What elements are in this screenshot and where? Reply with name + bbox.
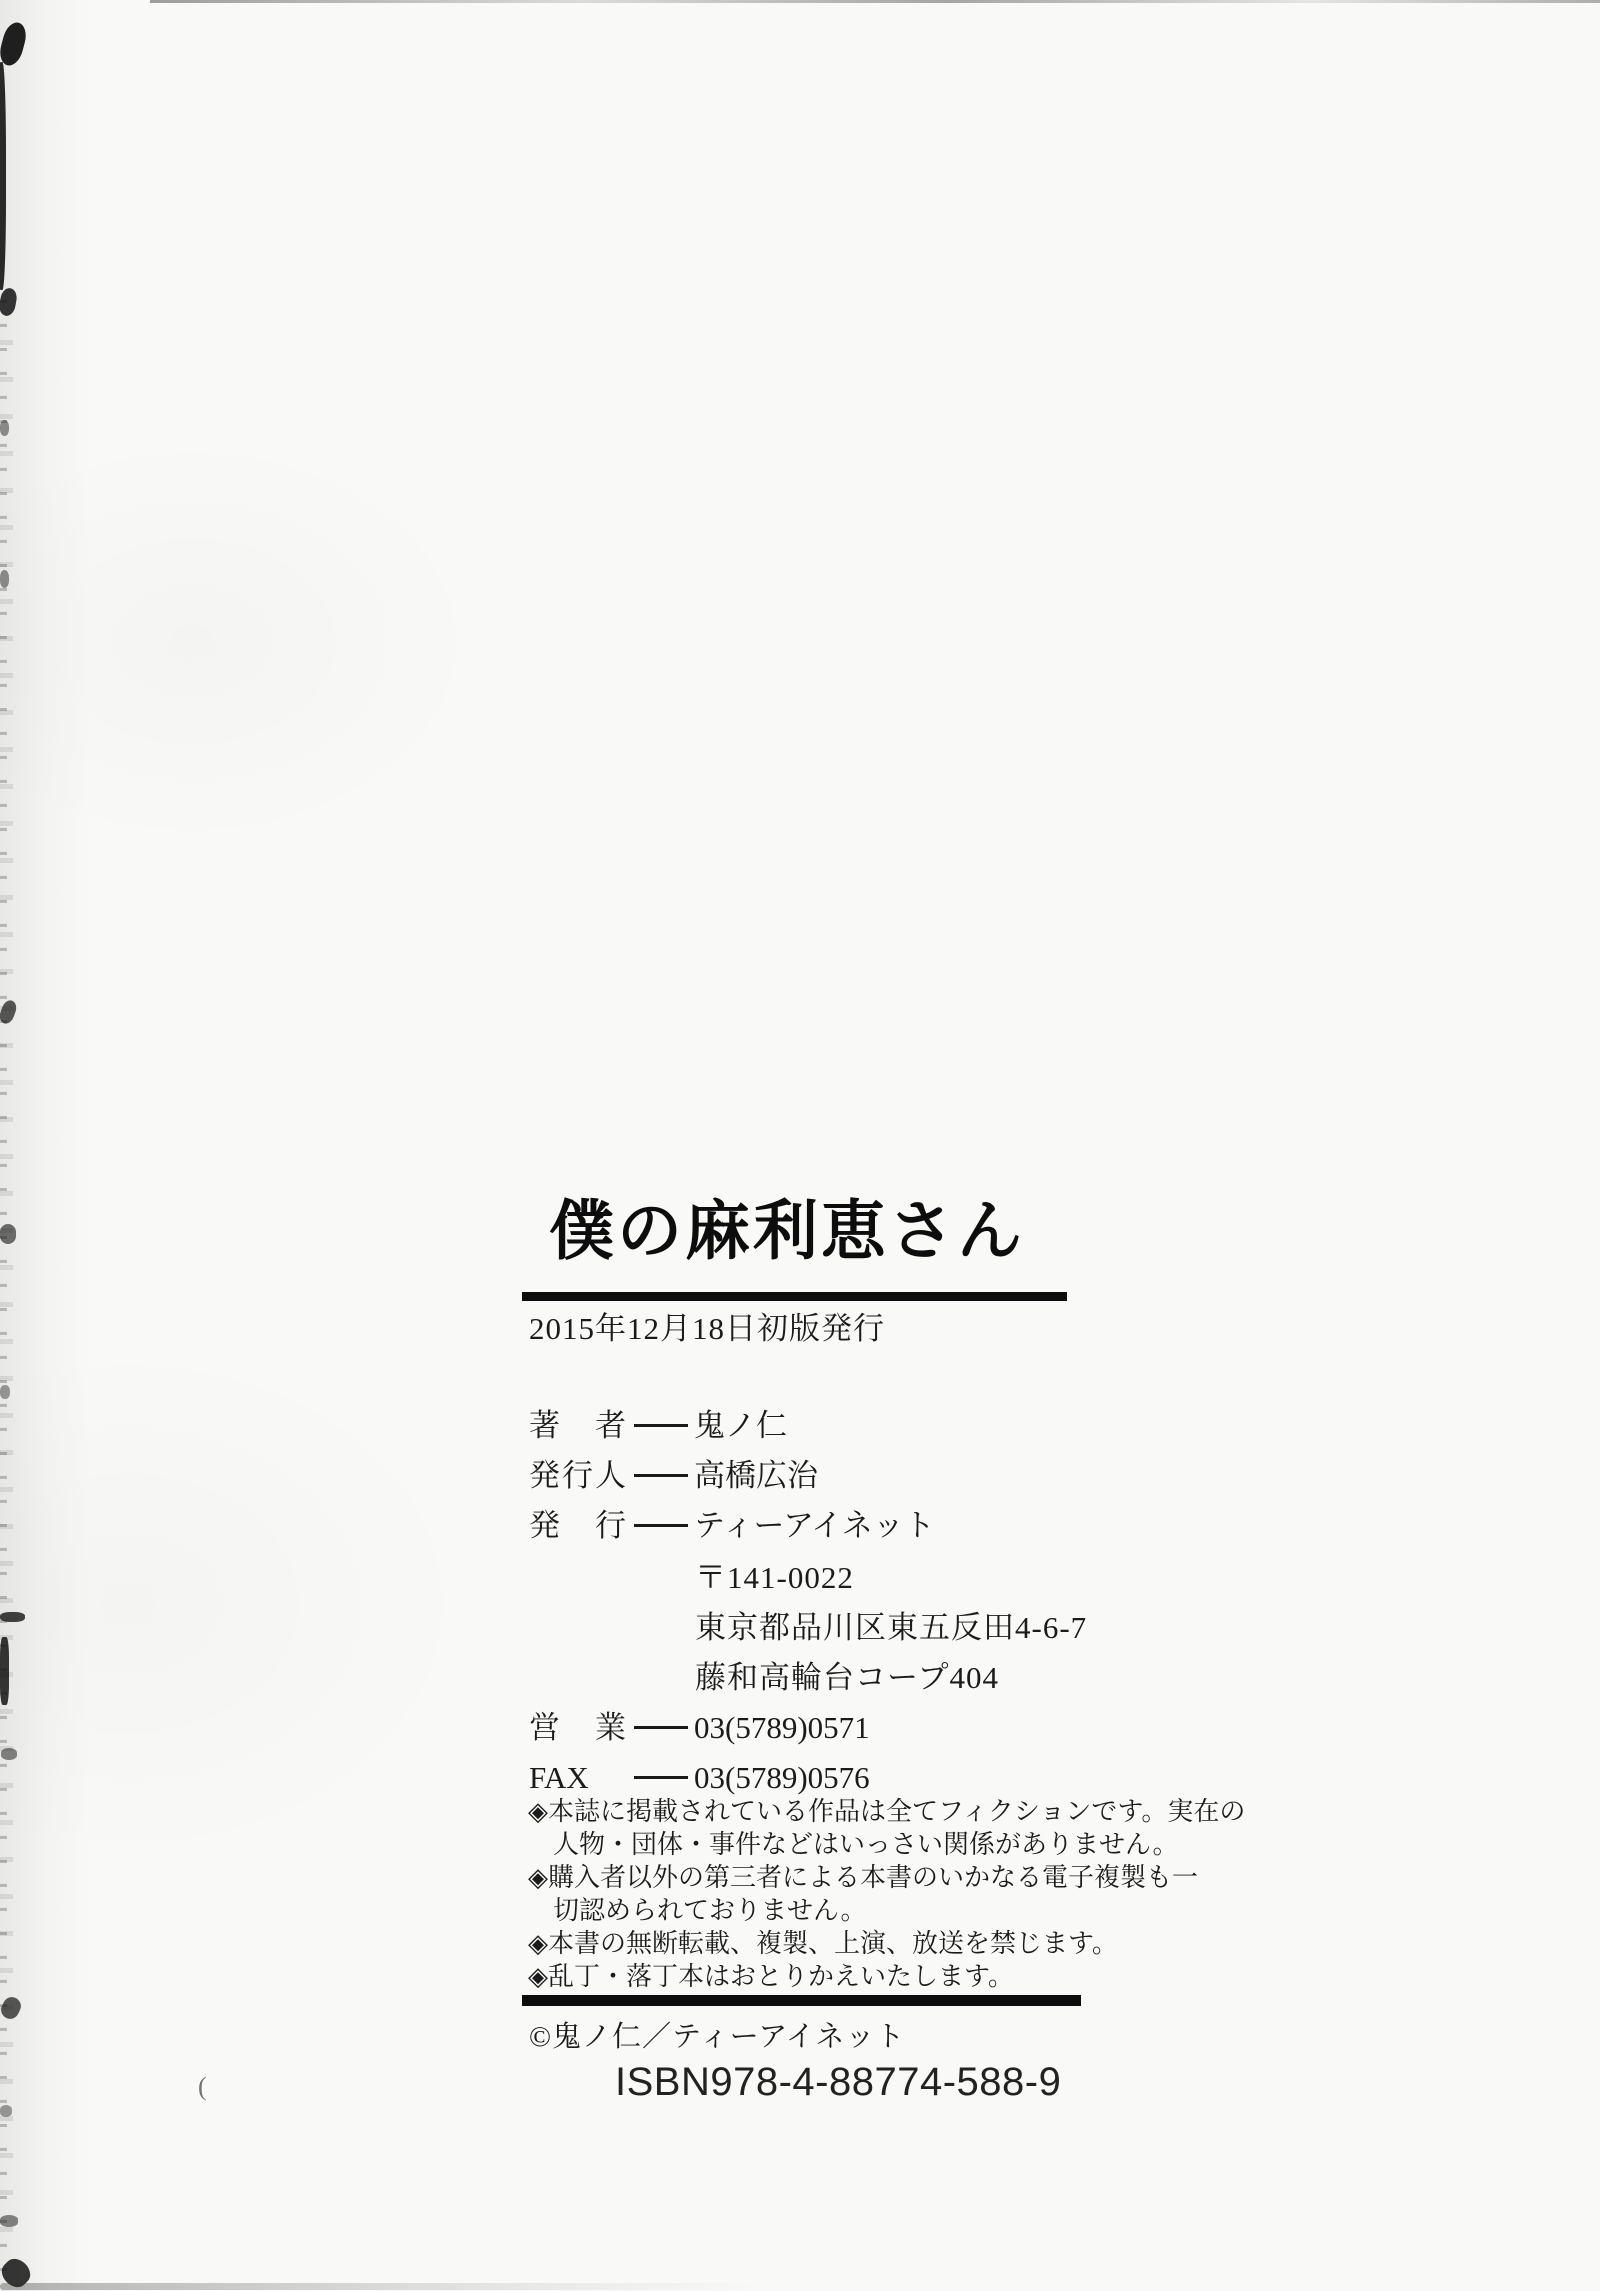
scan-blob — [0, 420, 9, 436]
scan-blob — [0, 570, 9, 588]
credit-value-publisher-person: 高橋広治 — [694, 1458, 818, 1493]
note-fiction-line2: 人物・団体・事件などはいっさい関係がありません。 — [553, 1830, 1179, 1859]
contact-row-fax — [529, 1758, 870, 1798]
scan-blob — [0, 20, 29, 68]
credit-label-publisher: 発行 — [529, 1508, 626, 1543]
em-dash-line — [634, 1524, 688, 1527]
scan-blob — [0, 2215, 18, 2227]
scan-blob — [0, 1385, 10, 1399]
footer-rule — [522, 1995, 1081, 2006]
isbn-number: ISBN978-4-88774-588-9 — [615, 2060, 1062, 2104]
em-dash-line — [634, 1776, 688, 1779]
credit-label-author: 著者 — [529, 1408, 626, 1443]
scan-blob — [0, 2105, 12, 2117]
note-defective-copies: ◈乱丁・落丁本はおとりかえいたします。 — [528, 1962, 1014, 1991]
title-underline-rule — [522, 1292, 1067, 1301]
disclaimer-notes — [528, 1795, 1246, 1993]
credit-value-publisher: ティーアイネット — [694, 1508, 935, 1543]
scan-top-edge-line — [150, 0, 1600, 3]
em-dash-line — [634, 1424, 688, 1427]
book-title: 僕の麻利恵さん — [549, 1196, 1026, 1268]
publisher-address-line1: 東京都品川区東五反田4-6-7 — [695, 1610, 1088, 1645]
credit-label-publisher-person: 発行人 — [529, 1458, 626, 1493]
contact-row-sales — [529, 1708, 870, 1748]
note-copy-line1: ◈購入者以外の第三者による本書のいかなる電子複製も一 — [528, 1863, 1198, 1892]
em-dash-line — [634, 1726, 688, 1729]
credit-row-publisher-person — [529, 1456, 818, 1496]
publisher-postal-code: 〒141-0022 — [695, 1560, 854, 1595]
credit-value-author: 鬼ノ仁 — [694, 1408, 787, 1443]
em-dash-line — [634, 1474, 688, 1477]
credit-row-publisher — [529, 1506, 935, 1546]
scan-bottom-edge-line — [0, 2283, 760, 2290]
scan-streak — [0, 62, 6, 290]
note-reproduction: ◈本書の無断転載、複製、上演、放送を禁じます。 — [528, 1929, 1118, 1958]
contact-label-fax: FAX — [529, 1760, 589, 1795]
edition-date: 2015年12月18日初版発行 — [529, 1311, 885, 1346]
scan-left-fleck-strip — [0, 340, 13, 2240]
contact-label-sales: 営業 — [529, 1710, 626, 1745]
copyright-line: ©鬼ノ仁／ティーアイネット — [529, 2021, 906, 2053]
note-fiction-line1: ◈本誌に掲載されている作品は全てフィクションです。実在の — [528, 1797, 1246, 1826]
credit-row-author — [529, 1406, 787, 1446]
scan-mark-paren: ( — [198, 2072, 207, 2101]
contact-value-fax-number: 03(5789)0576 — [694, 1760, 870, 1795]
note-copy-line2: 切認められておりません。 — [553, 1896, 867, 1925]
scan-blob — [0, 1224, 16, 1244]
publisher-address-line2: 藤和高輪台コープ404 — [695, 1660, 999, 1695]
scan-dash-mark — [0, 1612, 25, 1622]
contact-value-sales-phone: 03(5789)0571 — [694, 1710, 870, 1745]
scan-blob — [1, 1748, 17, 1760]
scan-streak — [0, 1637, 9, 1705]
scan-blob — [0, 287, 18, 317]
